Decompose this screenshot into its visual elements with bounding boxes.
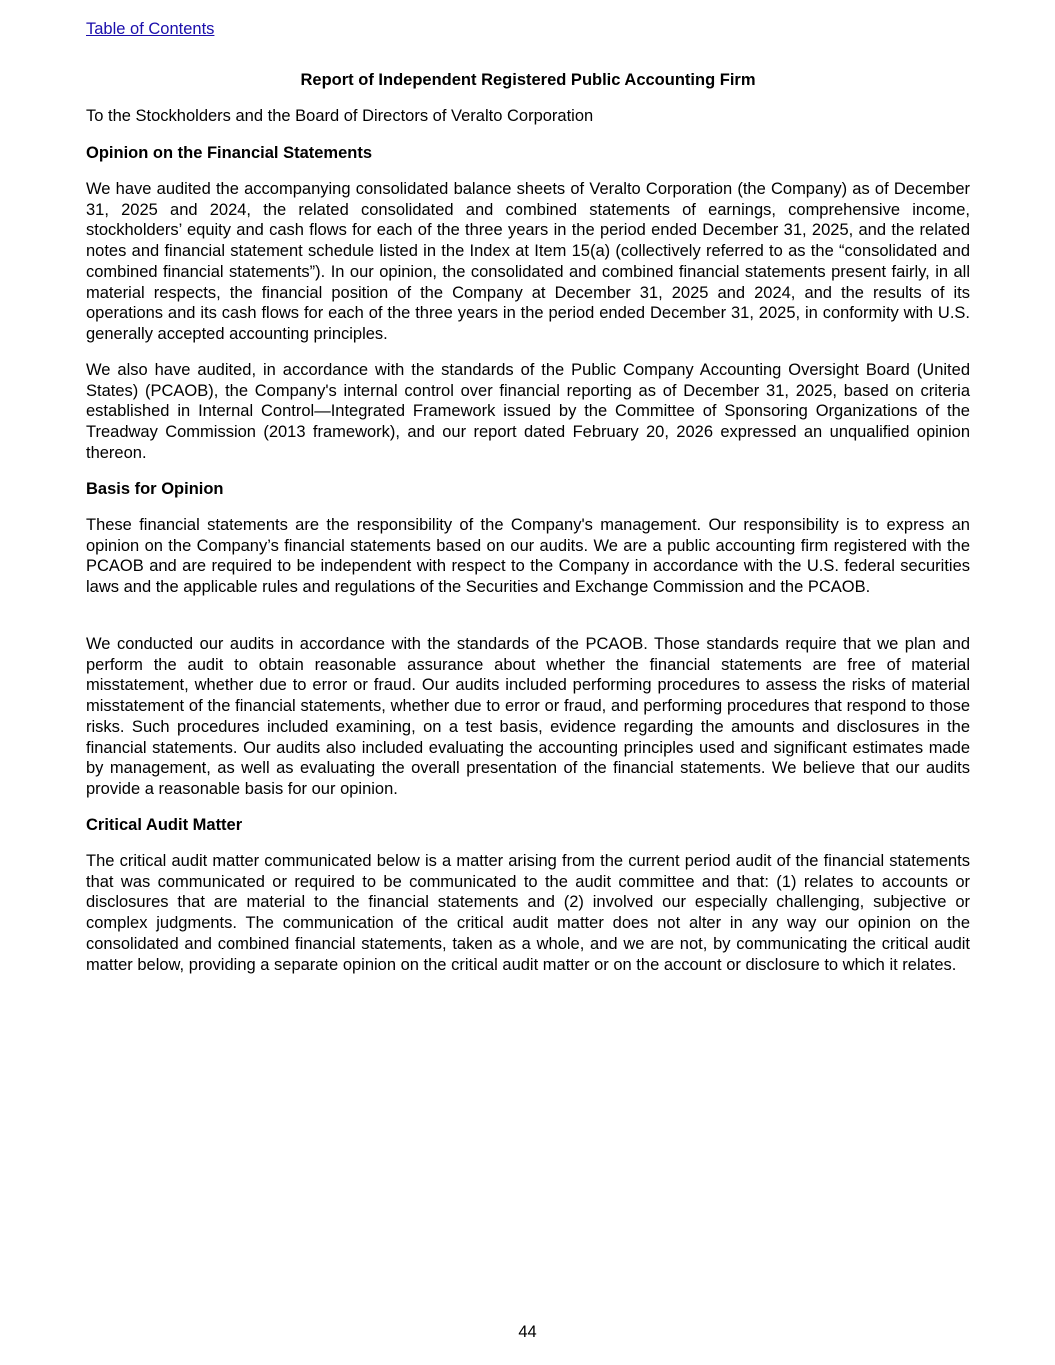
opinion-heading: Opinion on the Financial Statements: [86, 144, 373, 162]
addressee-line: To the Stockholders and the Board of Directors of Veralto Corporation: [86, 107, 594, 125]
basis-paragraph-2: We conducted our audits in accordance with the standards of the PCAOB. Those standards require that we plan and perform the audit to obtain reasonable assurance about whether the financial statements are free of material misstatement, whether due to error or fraud. Our audits included performing procedures to assess the risks of material misstatement of the financial statements, whether due to error or fraud, and performing procedures that respond to those risks. Such procedures included examining, on a test basis, evidence regarding the amounts and disclosures in the financial statements. Our audits also included evaluating the accounting principles used and significant estimates made by management, as well as evaluating the overall presentation of the financial statements. We believe that our audits provide a reasonable basis for our opinion.: [86, 635, 970, 798]
basis-paragraph-1: These financial statements are the responsibility of the Company's management. Our responsibility is to express an opinion on the Company’s financial statements based on our audits. We are a public accounting firm registered with the PCAOB and are required to be independent with respect to the Company in accordance with the U.S. federal securities laws and the applicable rules and regulations of the Securities and Exchange Commission and the PCAOB.: [86, 516, 970, 597]
critical-audit-matter-heading: Critical Audit Matter: [86, 816, 243, 834]
opinion-paragraph-2: We also have audited, in accordance with the standards of the Public Company Accounting Oversight Board (United States) (PCAOB), the Company's internal control over financial reporting as of December 31, 2025, based on criteria established in Internal Control—Integrated Framework issued by the Committee of Sponsoring Organizations of the Treadway Commission (2013 framework), and our report dated February 20, 2026 expressed an unqualified opinion thereon.: [86, 361, 970, 462]
table-of-contents-link[interactable]: Table of Contents: [86, 20, 215, 38]
basis-heading: Basis for Opinion: [86, 480, 224, 498]
page-number: 44: [518, 1323, 537, 1341]
opinion-paragraph-1: We have audited the accompanying consolidated balance sheets of Veralto Corporation (the Company) as of December 31, 2025 and 2024, the related consolidated and combined statements of earnings, comprehensive income, stockholders’ equity and cash flows for each of the three years in the period ended December 31, 2025, and the related notes and financial statement schedule listed in the Index at Item 15(a) (collectively referred to as the “consolidated and combined financial statements”). In our opinion, the consolidated and combined financial statements present fairly, in all material respects, the financial position of the Company at December 31, 2025 and 2024, and the results of its operations and its cash flows for each of the three years in the period ended December 31, 2025, in conformity with U.S. generally accepted accounting principles.: [86, 180, 970, 343]
critical-audit-matter-paragraph: The critical audit matter communicated below is a matter arising from the current period audit of the financial statements that was communicated or required to be communicated to the audit committee and that: (1) relates to accounts or disclosures that are material to the financial statements and (2) involved our especially challenging, subjective or complex judgments. The communication of the critical audit matter does not alter in any way our opinion on the consolidated and combined financial statements, taken as a whole, and we are not, by communicating the critical audit matter below, providing a separate opinion on the critical audit matter or on the account or disclosure to which it relates.: [86, 852, 970, 974]
report-title: Report of Independent Registered Public Accounting Firm: [300, 71, 756, 89]
